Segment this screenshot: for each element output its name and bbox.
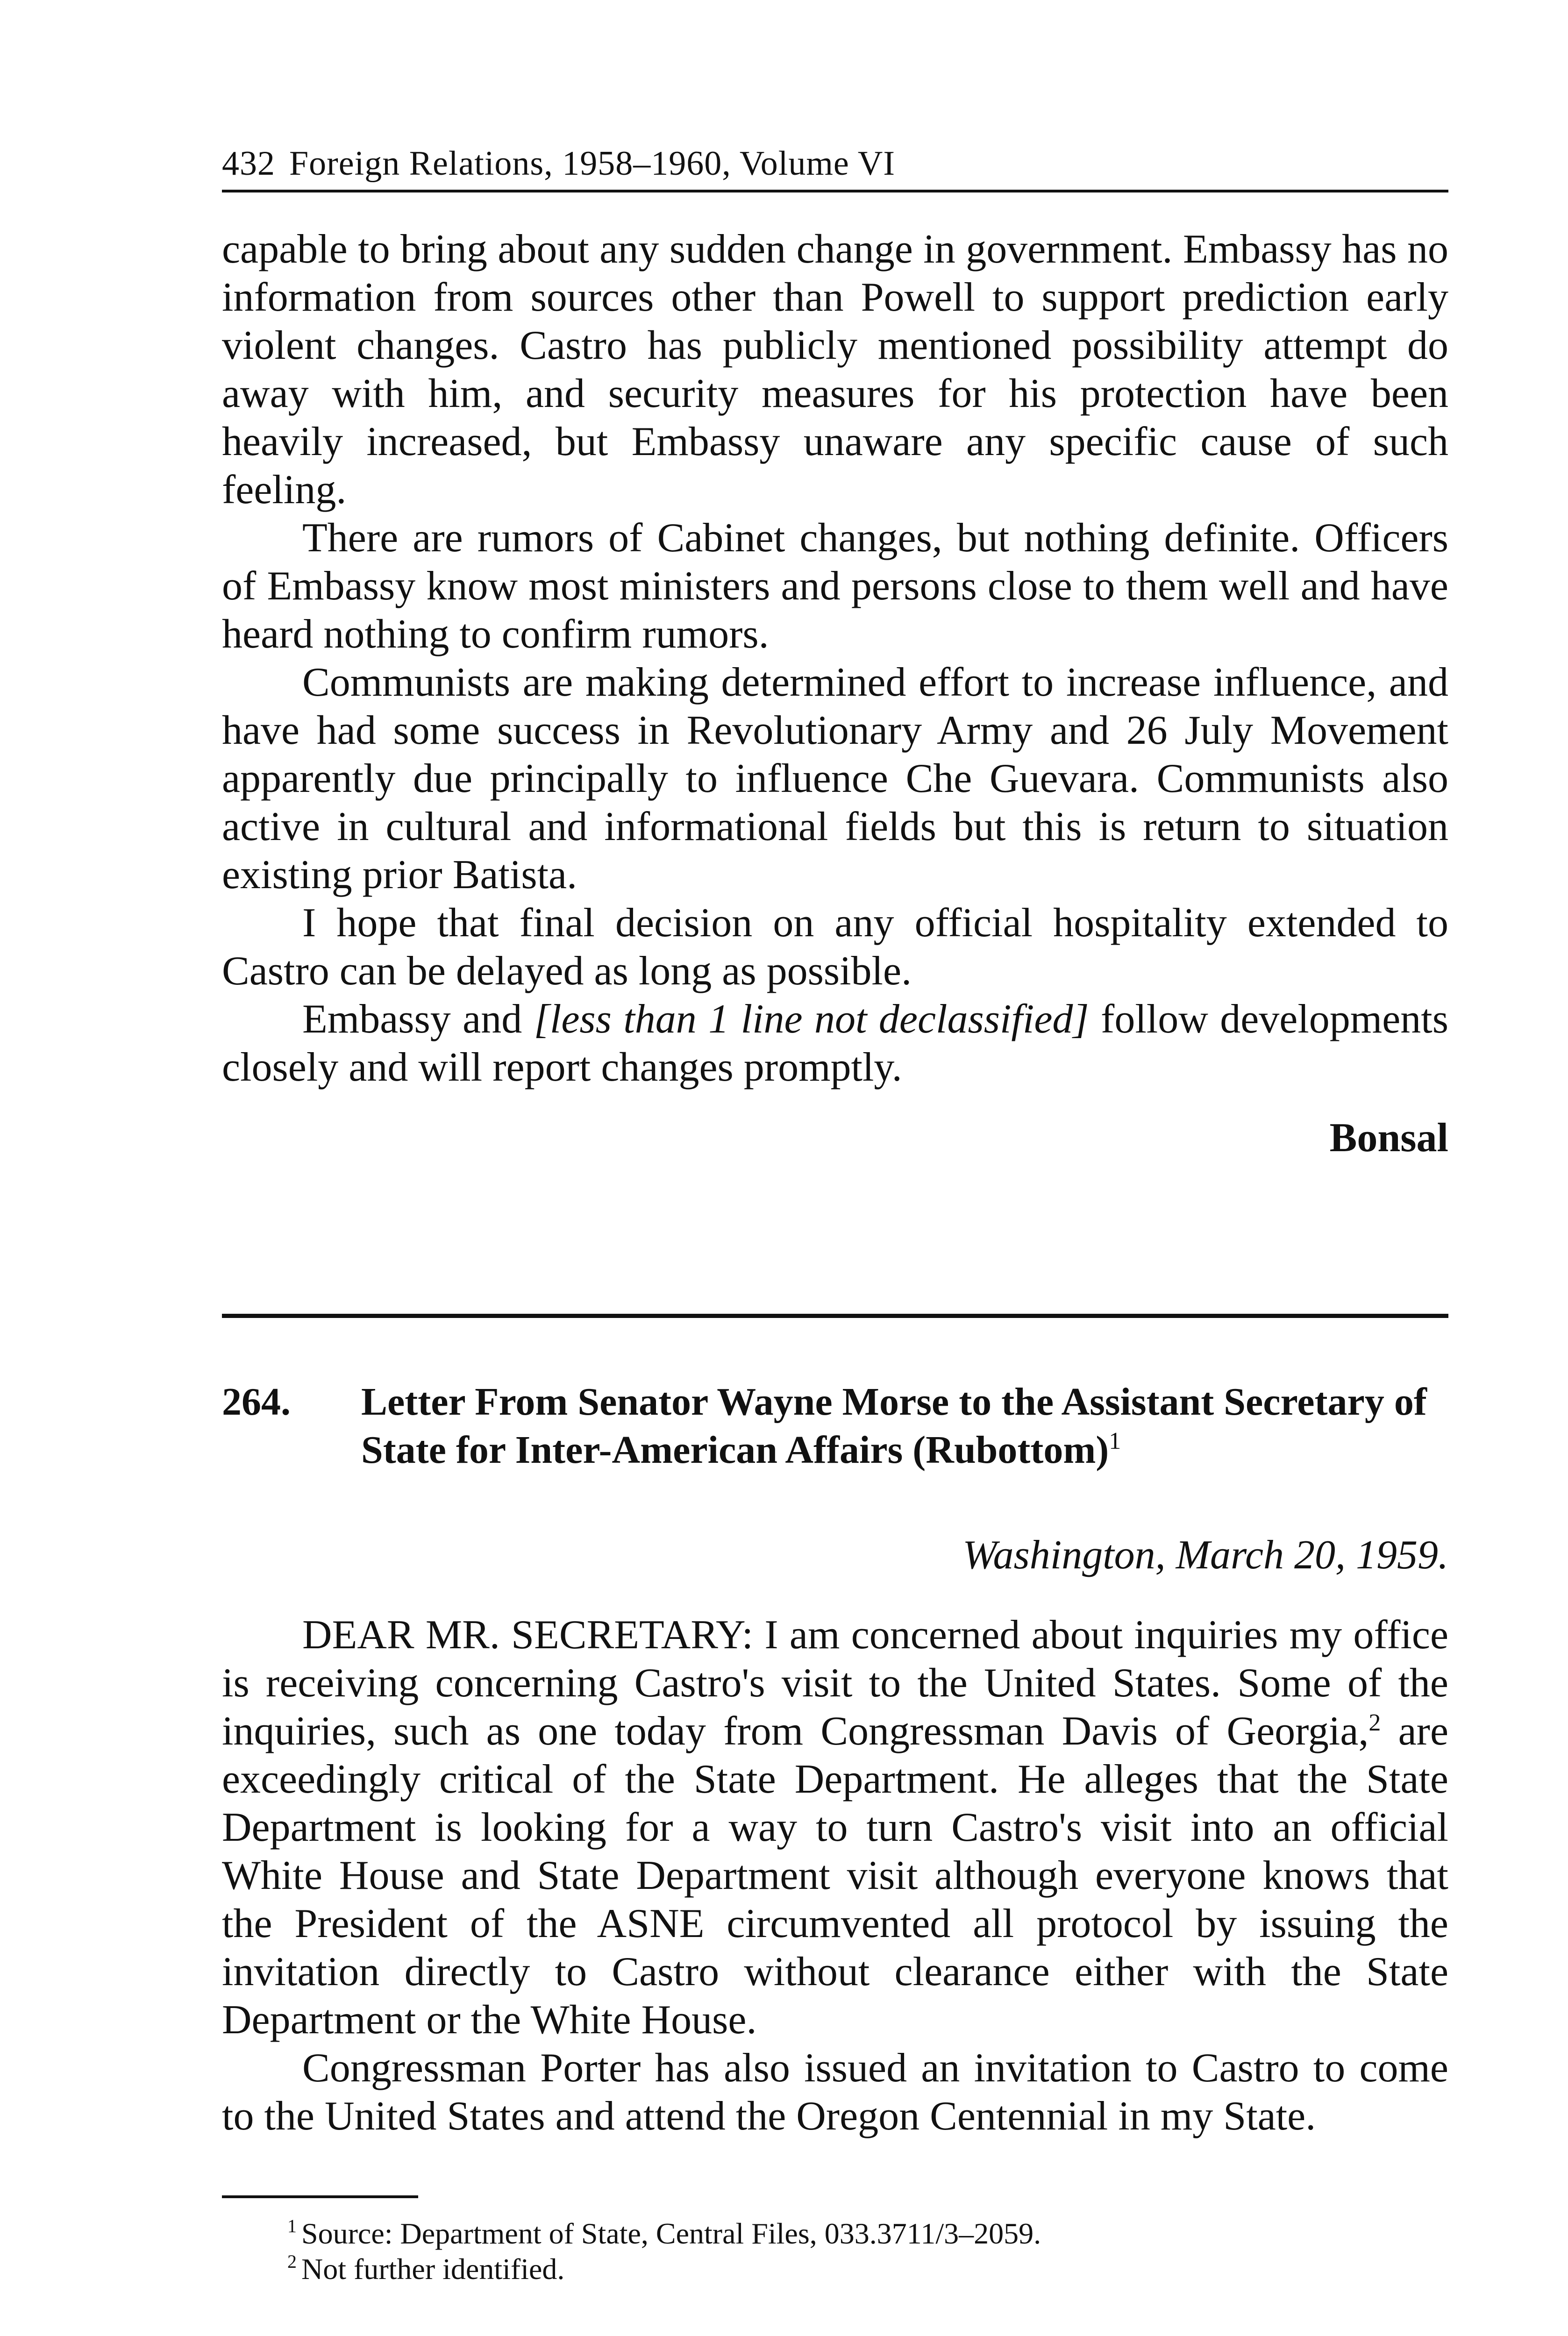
- text: follow developments closely and will report changes promptly.: [222, 997, 1449, 1090]
- salutation-letter: M: [425, 1612, 463, 1658]
- page-number: 432: [222, 144, 275, 183]
- book-title: Foreign Relations, 1958–1960, Volume VI: [289, 144, 895, 183]
- document-heading: [222, 1378, 1448, 1474]
- footnotes: [222, 2216, 1448, 2287]
- salutation: [302, 1612, 753, 1658]
- document-page: [222, 140, 1448, 2287]
- footnote-text: Not further identified.: [301, 2252, 565, 2286]
- document-title-text: Letter From Senator Wayne Morse to the Assistant Secretary of State for Inter-American Affairs (Rubottom): [361, 1380, 1427, 1472]
- document-title: [361, 1378, 1448, 1474]
- footnote: [287, 2216, 1448, 2251]
- text: are exceedingly critical of the State Department. He alleges that the State Department is looking for a way to turn Castro's visit into an official White House and State Department visit although everyone knows that the President of the ASNE circumvented all protocol by issuing the invitation directly to Castro without clearance either with the State Department or the White House.: [222, 1709, 1448, 2043]
- dateline: Washington, March 20, 1959.: [962, 1532, 1448, 1578]
- salutation-smallcaps: R.: [462, 1612, 500, 1658]
- signature: Bonsal: [1329, 1115, 1448, 1161]
- text: I am concerned about inquiries my office is receiving concerning Castro's visit to the United States. Some of the inquiries, such as one today from Congressman Davis of Georgia,: [222, 1612, 1449, 1754]
- footnote-rule: [222, 2195, 418, 2198]
- salutation-smallcaps: EAR: [332, 1612, 414, 1658]
- text: Embassy and: [302, 997, 534, 1042]
- paragraph: [222, 995, 1448, 1091]
- salutation-letter: S: [511, 1612, 535, 1658]
- paragraph: I hope that final decision on any official hospitality extended to Castro can be delayed as long as possible.: [222, 900, 1448, 994]
- section-divider: [222, 1314, 1448, 1318]
- document-number: 264.: [222, 1380, 291, 1424]
- footnote-number: 2: [287, 2251, 297, 2272]
- salutation-letter: D: [302, 1612, 332, 1658]
- document-264-body: [222, 1611, 1448, 2140]
- document-263-body: [222, 225, 1448, 1091]
- paragraph: capable to bring about any sudden change in government. Embassy has no information from sources other than Powell to support prediction early violent changes. Castro has publicly mentioned possibility attempt do away with him, and security measures for his protection have been heavily increased, but Embassy unaware any specific cause of such feeling.: [222, 227, 1448, 513]
- paragraph: There are rumors of Cabinet changes, but nothing definite. Officers of Embassy know most ministers and persons close to them well and have heard nothing to confirm rumors.: [222, 515, 1448, 657]
- redaction-note: [less than 1 line not declassified]: [534, 997, 1089, 1042]
- footnote-number: 1: [287, 2215, 297, 2236]
- paragraph: [222, 1611, 1448, 2044]
- header-rule: [222, 190, 1448, 192]
- footnote: [287, 2251, 1448, 2287]
- running-head: [222, 140, 1448, 187]
- footnote-text: Source: Department of State, Central Files, 033.3711/3–2059.: [301, 2217, 1041, 2250]
- footnote-marker: 1: [1109, 1428, 1121, 1454]
- salutation-smallcaps: ECRETARY:: [534, 1612, 754, 1658]
- paragraph: Communists are making determined effort to increase influence, and have had some success in Revolutionary Army and 26 July Movement apparently due principally to influence Che Guevara. Communists also active in cultural and informational fields but this is return to situation existing prior Batista.: [222, 660, 1448, 897]
- paragraph: Congressman Porter has also issued an invitation to Castro to come to the United States and attend the Oregon Centennial in my State.: [222, 2045, 1448, 2139]
- footnote-marker: 2: [1368, 1709, 1381, 1736]
